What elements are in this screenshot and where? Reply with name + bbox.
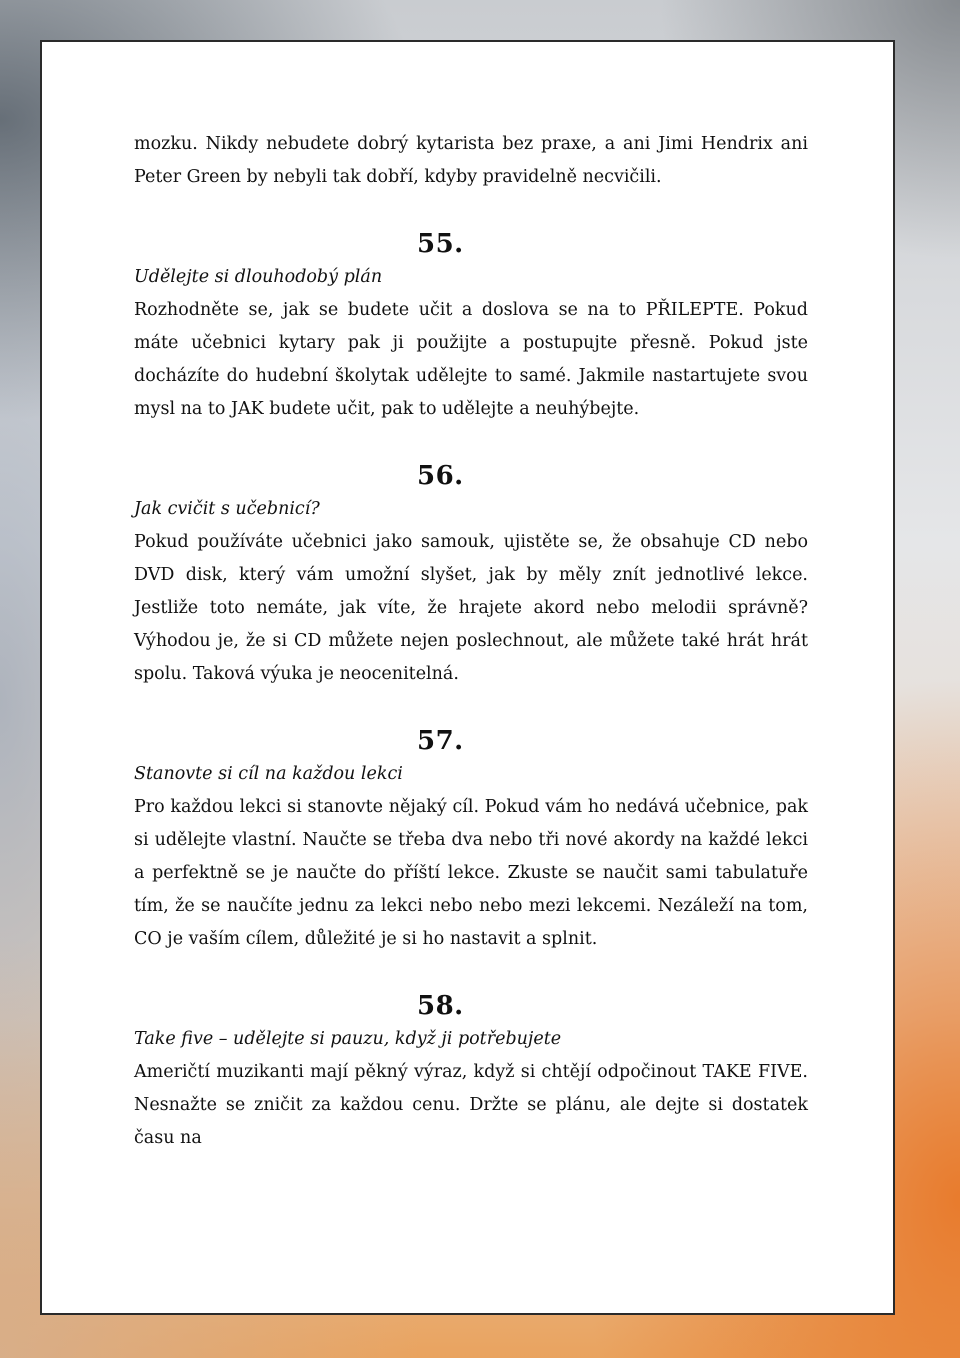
section-55 — [134, 227, 808, 426]
section-body: Pro každou lekci si stanovte nějaký cíl. Pokud vám ho nedává učebnice, pak si udělejte vlastní. Naučte se třeba dva nebo tři nové akordy na každé lekci a perfektně se je naučte do příští lekce. Zkuste se naučit sami tabulatuře tím, že se naučíte jednu za lekci nebo nebo mezi lekcemi. Nezáleží na tom, CO je vaším cílem, důležité je si ho nastavit a splnit. — [134, 797, 808, 949]
section-heading: Udělejte si dlouhodobý plán — [134, 267, 383, 287]
section-body: Američtí muzikanti mají pěkný výraz, když si chtějí odpočinout TAKE FIVE. Nesnažte se zničit za každou cenu. Držte se plánu, ale dejte si dostatek času na — [134, 1062, 808, 1148]
section-heading: Jak cvičit s učebnicí? — [134, 499, 320, 519]
section-heading: Stanovte si cíl na každou lekci — [134, 764, 403, 784]
section-body: Rozhodněte se, jak se budete učit a doslova se na to PŘILEPTE. Pokud máte učebnici kytary pak ji použijte a postupujte přesně. Pokud jste docházíte do hudební školytak udělejte to samé. Jakmile nastartujete svou mysl na to JAK budete učit, pak to udělejte a neuhýbejte. — [134, 300, 808, 419]
section-heading: Take five – udělejte si pauzu, když ji potřebujete — [134, 1029, 562, 1049]
section-number: 56. — [417, 461, 464, 491]
section-body: Pokud používáte učebnici jako samouk, ujistěte se, že obsahuje CD nebo DVD disk, který vám umožní slyšet, jak by měly znít jednotlivé lekce. Jestliže toto nemáte, jak víte, že hrajete akord nebo melodii správně? Výhodou je, že si CD můžete nejen poslechnout, ale můžete také hrát hrát spolu. Taková výuka je neocenitelná. — [134, 532, 808, 684]
section-number: 58. — [417, 991, 464, 1021]
document-page — [40, 40, 895, 1315]
section-gap — [134, 956, 808, 989]
section-56 — [134, 459, 808, 691]
section-gap — [134, 691, 808, 724]
section-number: 57. — [417, 726, 464, 756]
section-gap — [134, 194, 808, 227]
section-number: 55. — [417, 229, 464, 259]
section-58 — [134, 989, 808, 1155]
section-gap — [134, 426, 808, 459]
page-content — [134, 128, 808, 1155]
section-57 — [134, 724, 808, 956]
intro-paragraph: mozku. Nikdy nebudete dobrý kytarista bez praxe, a ani Jimi Hendrix ani Peter Green by nebyli tak dobří, kdyby pravidelně necvičili. — [134, 134, 808, 187]
